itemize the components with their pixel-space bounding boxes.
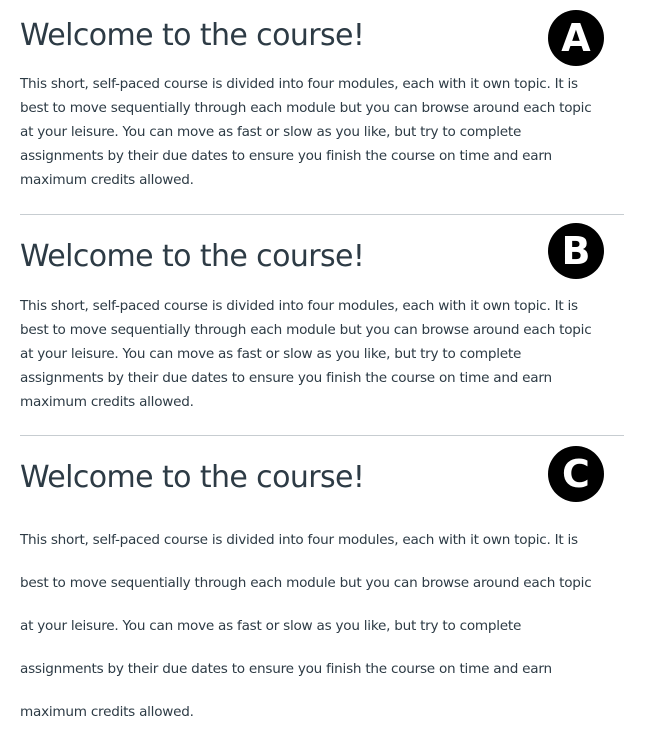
body-line: best to move sequentially through each module but you can browse around each topic (20, 100, 592, 116)
page-title: Welcome to the course! (20, 239, 365, 274)
body-line: This short, self-paced course is divided into four modules, each with it own topic. It is (20, 76, 578, 92)
body-line: This short, self-paced course is divided into four modules, each with it own topic. It is (20, 298, 578, 314)
body-paragraph (20, 72, 624, 192)
variant-b-badge: B (548, 223, 604, 279)
section-divider (20, 214, 624, 215)
variant-a (20, 18, 624, 54)
body-line: assignments by their due dates to ensure you finish the course on time and earn (20, 370, 552, 386)
section-divider (20, 435, 624, 436)
variant-a-body (20, 72, 624, 192)
body-line: maximum credits allowed. (20, 172, 194, 188)
variant-b-body (20, 294, 624, 414)
body-line: at your leisure. You can move as fast or slow as you like, but try to complete (20, 124, 522, 140)
variant-a-badge: A (548, 10, 604, 66)
body-line: best to move sequentially through each module but you can browse around each topic (20, 322, 592, 338)
body-line: maximum credits allowed. (20, 394, 194, 410)
variant-c-badge: C (548, 446, 604, 502)
body-line: maximum credits allowed. (20, 704, 194, 720)
body-line: at your leisure. You can move as fast or slow as you like, but try to complete (20, 346, 522, 362)
body-line: assignments by their due dates to ensure you finish the course on time and earn (20, 148, 552, 164)
body-line: at your leisure. You can move as fast or slow as you like, but try to complete (20, 618, 522, 634)
variant-c-body (20, 528, 624, 743)
variant-b (20, 239, 624, 275)
body-line: best to move sequentially through each module but you can browse around each topic (20, 575, 592, 591)
body-paragraph (20, 528, 624, 743)
body-line: This short, self-paced course is divided into four modules, each with it own topic. It is (20, 532, 578, 548)
variant-c (20, 460, 624, 496)
page-title: Welcome to the course! (20, 460, 365, 495)
body-paragraph (20, 294, 624, 414)
page-title: Welcome to the course! (20, 18, 365, 53)
body-line: assignments by their due dates to ensure you finish the course on time and earn (20, 661, 552, 677)
